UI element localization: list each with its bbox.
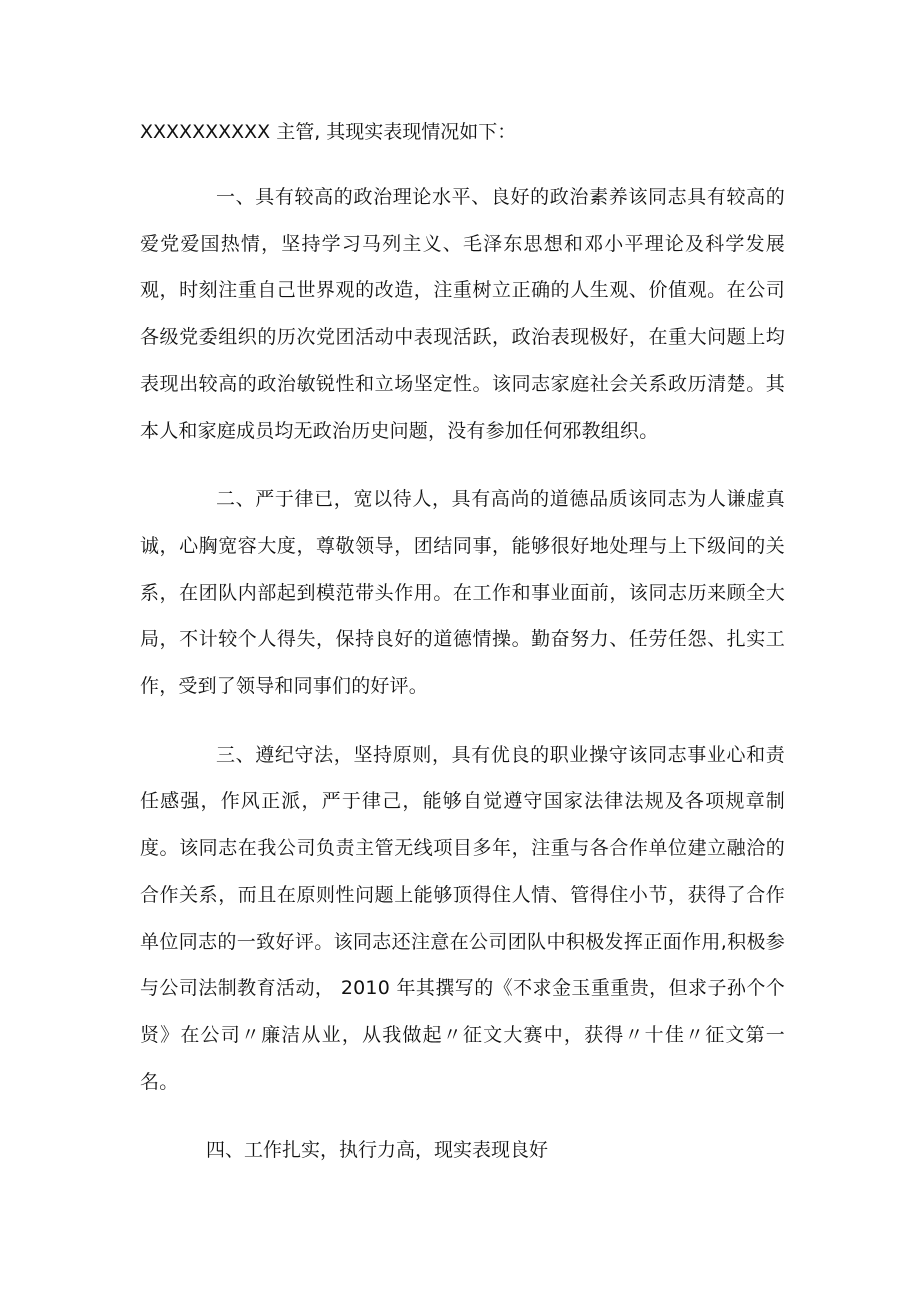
intro-line: XXXXXXXXXX 主管, 其现实表现情况如下：: [140, 121, 517, 143]
paragraph-morality: 二、严于律已，宽以待人，具有高尚的道德品质该同志为人谦虚真诚，心胸宽容大度，尊敬领导，团结同事，能够很好地处理与上下级间的关系，在团队内部起到模范带头作用。在工作和事业面前，该同志历来顾全大局，不计较个人得失，保持良好的道德情操。勤奋努力、任劳任怨、扎实工作，受到了领导和同事们的好评。: [140, 488, 785, 698]
paragraph-discipline: 三、遵纪守法，坚持原则，具有优良的职业操守该同志事业心和责任感强，作风正派，严于律己，能够自觉遵守国家法律法规及各项规章制度。该同志在我公司负责主管无线项目多年，注重与各合作单位建立融洽的合作关系，而且在原则性问题上能够顶得住人情、管得住小节，获得了合作单位同志的一致好评。该同志还注意在公司团队中积极发挥正面作用,积极参与公司法制教育活动， 2010 年其撰写的《不求金玉重重贵，但求子孙个个贤》在公司〃廉洁从业，从我做起〃征文大赛中，获得〃十佳〃征文第一名。: [140, 743, 785, 1093]
paragraph-political: 一、具有较高的政治理论水平、良好的政治素养该同志具有较高的爱党爱国热情，坚持学习马列主义、毛泽东思想和邓小平理论及科学发展观，时刻注重自己世界观的改造，注重树立正确的人生观、价值观。在公司各级党委组织的历次党团活动中表现活跃，政治表现极好，在重大问题上均表现出较高的政治敏锐性和立场坚定性。该同志家庭社会关系政历清楚。其本人和家庭成员均无政治历史问题，没有参加任何邪教组织。: [140, 186, 785, 442]
section-heading-work: 四、工作扎实，执行力高，现实表现良好: [206, 1139, 549, 1162]
document-body: [140, 112, 785, 1174]
